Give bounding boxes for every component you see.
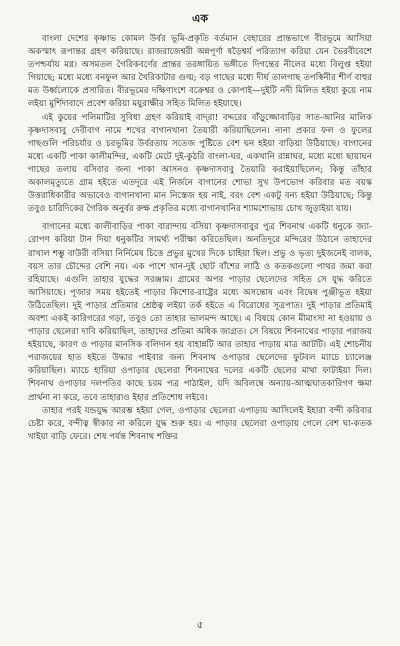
paragraph-4: তাহার পরই যন্ডযুদ্ধ আরম্ভ হইয়া গেল, ওপাড়ার ছেলেরা এপাড়ায় আসিলেই ইহারা বন্দী করিবার চেষ্টা করে, বন্দীত্ব স্বীকার না করিলে যুদ্ধ শুরু হয়। এ পাড়ার ছেলেরা ওপাড়ায় গেলে বেশ ঘা-কতক খাইয়া বাড়ি ফেরে। শেষ পর্যন্ত শিবনাথ শক্তির (28, 405, 372, 442)
paragraph-2: এই কুয়ের পলিমাটির সুবিধা গ্রহণ করিয়াই বাদ্‌রা! বদ্দরের বাঁড়ুজ্জোবাড়ির সাত-আনির মালিক কৃষ্ণদাসবাবু দেবীবাগ নামে শখের বাগানখানা তৈয়ারী করিয়াছিলেন। নানা প্রকার ফল ও ফুলের গাছগুলি পরিচর্যার ও চরভূমির উর্বরতায় সতেজ পুষ্টিতে বেশ ঘন হইয়া বাড়িয়া উঠিয়াছে। বাগানের মধ্যে একটি পাকা কালীমন্দির, একটি মেটে দুই-কুঠরি বাংলা-ঘর, একখানি রান্নাঘর, মধ্যে মধ্যে ছায়াঘন গাছের তলায় বসিবার জন্য পাকা আসনও কৃষ্ণদাসবাবু তৈয়ারি করাইয়াছিলেন; কিন্তু তাঁহার অকালমৃত্যুতে গ্রাম হইতে এতদূরে এই নির্জনে বাগানের শোভা সুখ উপভোগ করিবার মত বয়স্ক উত্তরাধিকারীর অভাবেও বাগানখানা মান নিস্তেজ হয় নাই, বরং বেশ একটু বন্য হইয়া উঠিয়াছে; কিন্তু তবুও চারিদিকের গৈরিক অনুর্বর রুক্ষ প্রকৃতির মধ্যে বাগানখানির শ্যামশোভায় চোখ জুড়াইয়া যায়। (28, 112, 372, 215)
chapter-heading: এক (191, 12, 209, 25)
paragraph-3: বাগানের মধ্যে কালীবাড়ির পাকা বারান্দায় বসিয়া কৃষ্ণদাসবাবুর পুত্র শিবনাথ একটি ধনুকে জ্যা-রোপণ করিয়া টান দিয়া ধনুকটির সামর্থ্য পরীক্ষা করিতেছিল। অনতিদূরে মন্দিরের উঠানে তাহাদের রাখাল শম্ভু বাউরী বসিয়া নির্নিমেষ চিত্তে প্রভুর মুখের দিকে চাহিয়া ছিল। প্রভু ও ভৃত্য দুইজনেই বালক, বয়স তার চৌদ্দের বেশি নয়। এক পাশে খান-দুই ছোট বাঁশের লাঠি ও কতকগুলো পাথর জমা করা রহিয়াছে। এগুলি তাহার যুদ্ধের সরঞ্জাম। গ্রামের অপর পাড়ার ছেলেদের সহিত সে যুদ্ধ করিতে আসিয়াছে। পূজার সময় হইতেই পাড়ার কিশোর-রাষ্ট্রের মধ্যে অসন্তোষ এবং বিদ্বেষ পুঞ্জীভূত হইয়া উঠিতেছিল। দুই পাড়ার প্রতিমার শ্রেষ্ঠত্ব লইয়া তর্ক হইতে এ বিরোধের সূত্রপাত। দুই পাড়ার প্রতিমাই অবশ্য একই কারিগরের গড়া, তবুও তো তাহার ভালমন্দ আছে। এ বিষয়ে কোন মীমাংসা না হওয়ায় ও পাড়ার ছেলেরা দাবি করিয়াছিল, তাহাদের প্রতিমা অধিক জাগ্রত। সে বিষয়ে শিবনাথের পাড়ার পরাজয় হইয়াছে, কারণ ও পাড়ার মানসিক বলিদান হয় বাহান্নটি আর তাহার পাড়ায় মাত্র আটটি। এই শোচনীয় পরাজয়ের হাত হইতে উদ্ধার পাইবার জন্য শিবনাথ ওপাড়ার ছেলেদের ফুটবল ম্যাচে চ্যালেঞ্জ করিয়াছিল। ম্যাচে হারিয়া ওপাড়ার ছেলেরা শিবনাথের দলের একটি ছেলের মাথা ফাটাইয়া দিল। শিবনাথ ওপাড়ার দলপতির কাছে চরম পত্র পাঠাইল, যদি অবিলম্বে অন্যায়-আত্মঘাতকারিগণ ক্ষমা প্রার্থনা না করে, তবে তাহারাও ইহার প্রতিশোধ লইবে। (28, 222, 372, 403)
page-number: ৫ (196, 620, 204, 631)
paragraph-1: বাংলা দেশের কৃষ্ণাভ কোমল উর্বর ভূমি-প্রকৃতি বর্তমান বেহারের প্রান্তভাগে বীরভূমে আসিয়া অকস্মাৎ রূপান্তর গ্রহণ করিয়াছে। রাজরাজেশ্বরী অন্নপূর্ণা ষড়ৈশ্বর্য পরিত্যাগ করিয়া যেন ভৈরবীবেশে তপশ্চর্যায় মগ্ন। অসমতল গৈরিকবর্ণের প্রান্তর তরঙ্গায়িত ভঙ্গীতে দিগন্তের নীলের মধ্যে বিলুপ্ত হইয়া গিয়াছে; মধ্যে মধ্যে বনফুল আর খৈরিকাটার গুল্ম; বড় গাছের মধ্যে দীর্ঘ তালগাছ তপস্বিনীর শীর্ণ বাহুর মত উর্ধ্বলোকে প্রসারিত। বীরভূমের দক্ষিণাংশে বক্রেশ্বর ও কোপাই—দুইটি নদী মিলিত হইয়া কুয়ে নাম লইয়া মুর্শিদাবাদে প্রবেশ করিয়া ময়ুরাক্ষীর সহিত মিলিত হইয়াছে। (28, 34, 372, 110)
